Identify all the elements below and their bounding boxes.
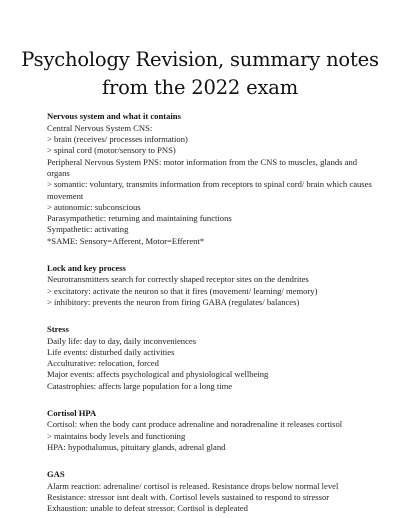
section-heading: Cortisol HPA [47, 407, 97, 418]
note-line: > excitatory: activate the neuron so that it fires (movement/ learning/ memory) [47, 285, 318, 296]
note-line: > autonomic: subconscious [47, 201, 141, 212]
note-line: HPA: hypothalumus, pituitary glands, adrenal gland [47, 441, 226, 452]
section-heading: Nervous system and what it contains [47, 111, 181, 121]
note-line: Daily life: day to day, daily inconveniences [47, 335, 197, 346]
note-line: > somantic: voluntary, transmits information from receptors to spinal cord/ brain which causes movement [47, 179, 372, 201]
note-line: Central Nervous System CNS: [47, 122, 153, 133]
note-line: Catastrophies: affects large population for a long time [47, 380, 233, 391]
note-line: Neurotransmitters search for correctly shaped receptor sites on the dendrites [47, 274, 309, 285]
note-line: > spinal cord (motor/sensory to PNS) [47, 145, 176, 156]
notes-body [47, 111, 376, 514]
note-line: > maintains body levels and functioning [47, 430, 186, 441]
page-title [20, 46, 380, 102]
note-line: Cortisol: when the body cant produce adrenaline and noradrenaline it releases cortisol [47, 419, 343, 430]
page-title-line-1: Psychology Revision, summary notes [21, 48, 379, 71]
section-gas [47, 469, 376, 515]
note-line: Life events: disturbed daily activities [47, 346, 175, 357]
note-line: Sympathetic: activating [47, 224, 129, 235]
note-line: Major events: affects psychological and physiological wellbeing [47, 369, 269, 380]
note-line: Alarm reaction: adrenaline/ cortisol is released. Resistance drops below normal level [47, 480, 339, 491]
section-heading: GAS [47, 468, 65, 479]
note-line: Acculturative: relocation, forced [47, 358, 159, 369]
section-lock-and-key [47, 263, 376, 309]
note-line: Resistance: stressor isnt dealt with. Cortisol levels sustained to respond to stressor [47, 491, 330, 502]
section-nervous-system [47, 111, 376, 247]
note-line: Exhaustion: unable to defeat stressor. Cortisol is depleated [47, 503, 248, 514]
note-line: > inhibitory: prevents the neuron from firing GABA (regulates/ balances) [47, 296, 300, 307]
section-heading: Lock and key process [47, 262, 126, 273]
section-heading: Stress [47, 323, 69, 334]
note-line: Parasympathetic: returning and maintaining functions [47, 213, 232, 224]
page-title-line-2: from the 2022 exam [102, 76, 298, 99]
note-line: Peripheral Nervous System PNS: motor information from the CNS to muscles, glands and organs [47, 156, 358, 178]
note-line: > brain (receives/ processes information) [47, 134, 188, 145]
note-line: *SAME: Sensory=Afferent, Motor=Efferent* [47, 235, 205, 246]
section-stress [47, 324, 376, 392]
section-cortisol-hpa [47, 408, 376, 454]
